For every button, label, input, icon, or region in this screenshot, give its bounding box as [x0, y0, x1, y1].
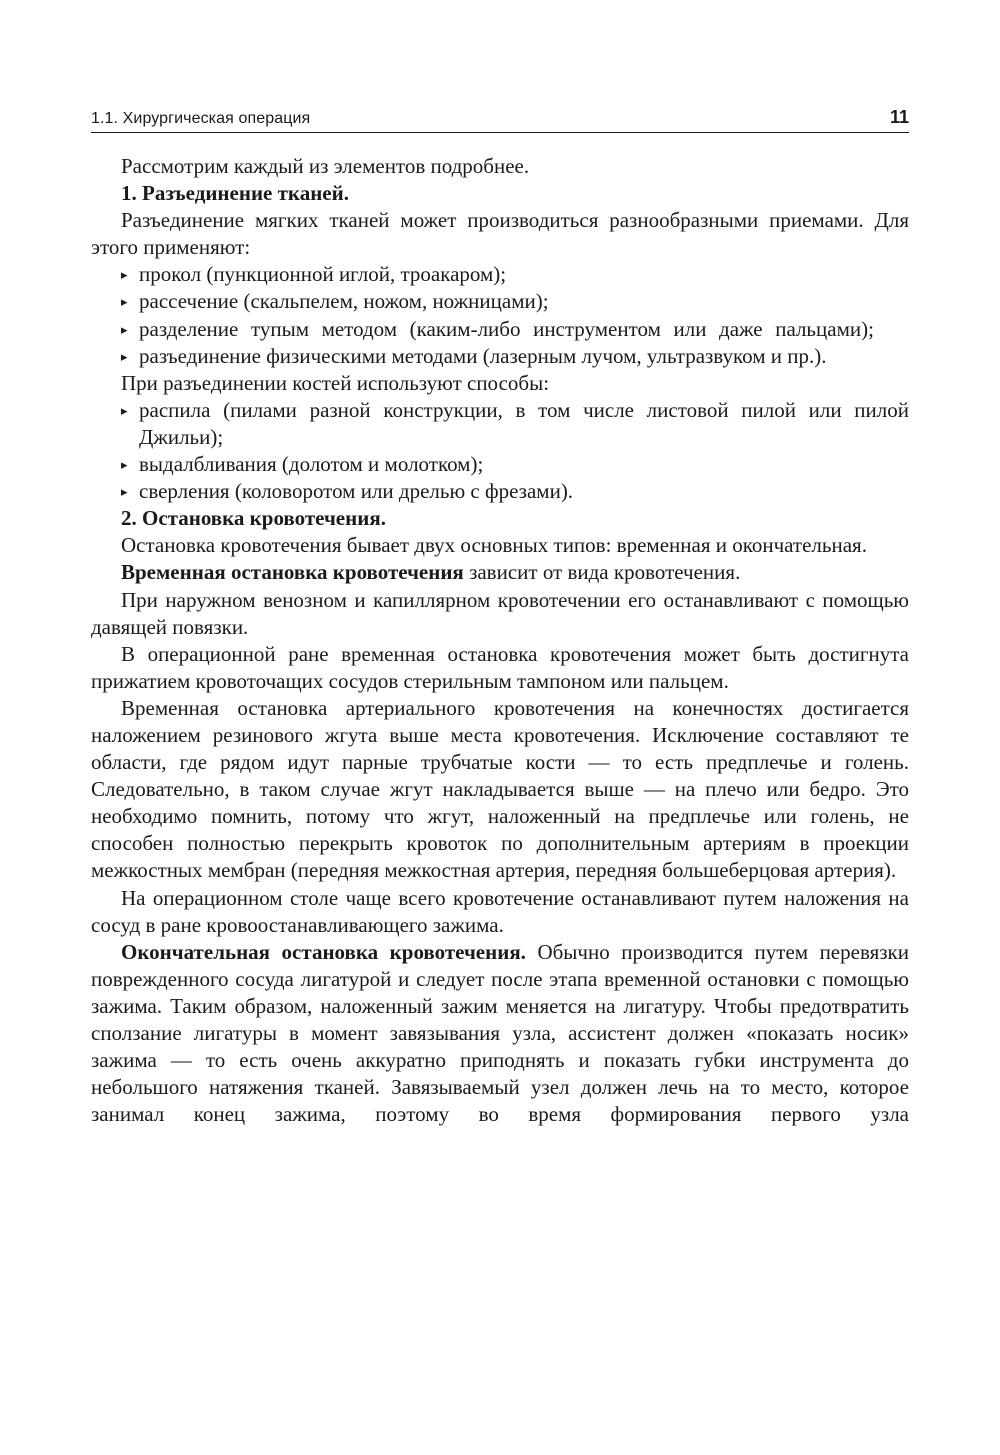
bullet-icon: ▸ [121, 267, 128, 283]
term-temporary-stop: Временная остановка кровотечения [121, 560, 464, 585]
paragraph-final-stop: Окончательная остановка кровотечения. Обычно производится путем перевязки поврежденного сосуда лигатурой и следует после этапа временной остановки с помощью зажима. Таким образом, наложенный зажим меняется на лигатуру. Чтобы предотвратить сползание лигатуры в момент завязывания узла, ассистент должен «показать носик» зажима — то есть очень аккуратно приподнять и показать губки инструмента до небольшого натяжения тканей. Завязываемый узел должен лечь на то место, которое занимал конец зажима, поэтому во время формирования первого узла [91, 939, 909, 1127]
running-header [91, 104, 909, 133]
list-item: ▸ разделение тупым методом (каким-либо инструментом или даже пальцами); [91, 316, 909, 343]
page-number: 11 [889, 107, 909, 127]
list-item: ▸ прокол (пункционной иглой, троакаром); [91, 261, 909, 288]
bullet-icon: ▸ [121, 457, 128, 473]
paragraph-bone-methods: При разъединении костей используют способы: [121, 370, 550, 395]
list-item: ▸ рассечение (скальпелем, ножом, ножницами); [91, 288, 909, 315]
paragraph-venous-bleeding: При наружном венозном и капиллярном кровотечении его останавливают с помощью давящей повязки. [91, 587, 909, 639]
bullet-icon: ▸ [121, 348, 128, 364]
intro-paragraph: Рассмотрим каждый из элементов подробнее. [121, 154, 530, 178]
bullet-icon: ▸ [121, 321, 128, 337]
paragraph-arterial-tourniquet: Временная остановка артериального кровотечения на конечностях достигается наложением резинового жгута выше места кровотечения. Исключение составляют те области, где рядом идут парные трубчатые кости — то есть предплечье и голень. Следовательно, в таком случае жгут накладывается выше — на плечо или бедро. Это необходимо помнить, потому что жгут, наложенный на предплечье или голень, не способен полностью перекрыть кровоток по дополнительным артериям в проекции межкостных мембран (передняя межкостная артерия, передняя большеберцовая артерия). [91, 695, 909, 883]
bullet-icon: ▸ [121, 484, 128, 500]
heading-bleeding-control: 2. Остановка кровотечения. [121, 506, 386, 531]
paragraph-bleeding-types: Остановка кровотечения бывает двух основных типов: временная и окончательная. [121, 533, 867, 558]
list-item: ▸ выдалбливания (долотом и молотком); [91, 451, 909, 478]
bullet-icon: ▸ [121, 294, 128, 310]
list-item: ▸ сверления (коловоротом или дрелью с фрезами). [91, 478, 909, 505]
term-final-stop: Окончательная остановка кровотечения. [121, 939, 526, 964]
bullet-icon: ▸ [121, 402, 128, 418]
paragraph-temporary-stop: Временная остановка кровотечения зависит от вида кровотечения. [121, 560, 741, 585]
list-item: ▸ разъединение физическими методами (лазерным лучом, ультразвуком и пр.). [91, 343, 909, 370]
paragraph-soft-tissue: Разъединение мягких тканей может производиться разнообразными приемами. Для этого применяют: [91, 208, 909, 260]
list-item: ▸ распила (пилами разной конструкции, в том числе листовой пилой или пилой Джильи); [121, 397, 909, 449]
heading-tissue-separation: 1. Разъединение тканей. [121, 181, 349, 206]
paragraph-operating-wound: В операционной ране временная остановка кровотечения может быть достигнута прижатием кровоточащих сосудов стерильным тампоном или пальцем. [91, 641, 909, 693]
list-bone-methods [91, 397, 909, 505]
paragraph-hemostatic-clamp: На операционном столе чаще всего кровотечение останавливают путем наложения на сосуд в ране кровоостанавливающего зажима. [91, 885, 909, 937]
page-body [91, 153, 909, 1128]
section-title: 1.1. Хирургическая операция [91, 110, 311, 127]
book-page [91, 104, 909, 1128]
list-soft-tissue-methods [91, 261, 909, 369]
